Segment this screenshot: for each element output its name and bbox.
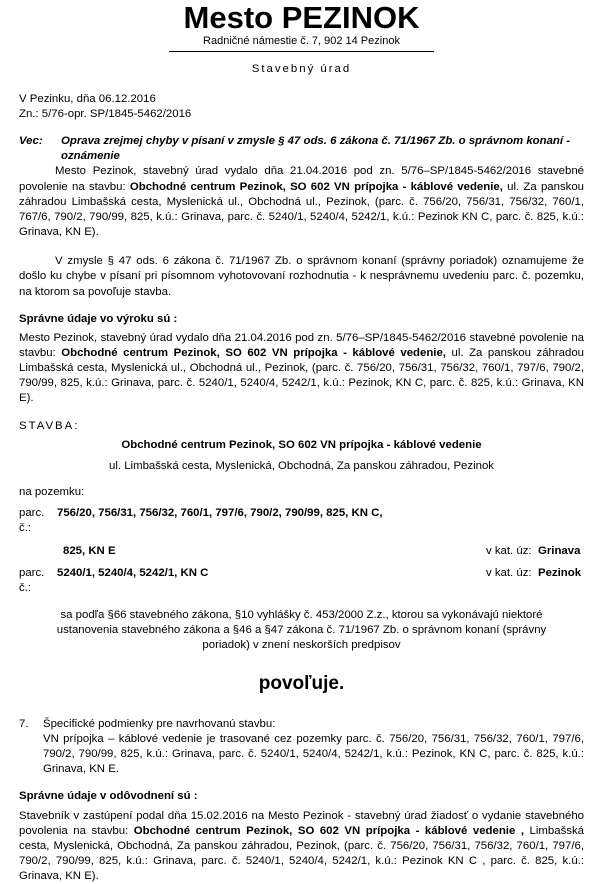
stavba-location: ul. Limbašská cesta, Myslenická, Obchodná, Za panskou záhradou, Pezinok [109,459,494,472]
legal-basis: sa podľa §66 stavebného zákona, §10 vyhlášky č. 453/2000 Z.z., ktorou sa vykonávajú niektoré ustanovenia stavebného zákona a §46 a §47 zákona č. 71/1967 Zb. o správnom konaní (správny poriadok) v znení neskorších predpisov [56,609,547,652]
letter-meta [19,92,584,122]
parcel-prefix: parc. č.: [19,507,45,535]
correct-building-name: Obchodné centrum Pezinok, SO 602 VN prípojka - káblové vedenie, [61,346,446,359]
reasoning-paragraph [19,809,584,884]
subject-line [19,134,584,164]
parcel-numbers: 5240/1, 5240/4, 5242/1, KN C [57,566,209,579]
stavba-name: Obchodné centrum Pezinok, SO 602 VN prípojka - káblové vedenie [121,438,482,451]
error-notice-paragraph: V zmysle § 47 ods. 6 zákona č. 71/1967 Zb. o správnom konaní (správny poriadok) oznamujeme že došlo ku chybe v písaní pri písomnom vyhotovovaní rozhodnutia - k nesprávnemu uvedeniu parc. č. pozemku, na ktorom sa povoľuje stavba. [19,255,584,298]
reference-number: Zn.: 5/76-opr. SP/1845-5462/2016 [19,107,192,120]
condition-text: VN prípojka – káblové vedenie je trasované cez pozemky parc. č. 756/20, 756/31, 756/32, 760/1, 797/6, 790/2, 790/99, 825, k.ú.: Grinava, parc. č. 5240/1, 5240/4, 5242/1, k.ú.: Pezinok, KN C, parc. č. 825, k.ú.: Grinava, KN E. [43,732,584,776]
reasoning-text-before: Stavebník v zastúpení podal dňa 15.02.2016 na Mesto Pezinok - stavebný úrad žiadosť o vydanie stavebného povolenia na stavbu: [19,809,584,837]
parcel-row [19,566,584,596]
condition-number: 7. [19,717,29,730]
correct-data-heading: Správne údaje vo výroku sú : [19,312,178,325]
stavba-label: STAVBA: [19,419,80,432]
intro-building-name: Obchodné centrum Pezinok, SO 602 VN prípojka - káblové vedenie, [129,180,503,193]
on-land-label: na pozemku: [19,486,85,499]
correct-text-before: Mesto Pezinok, stavebný úrad vydalo dňa 21.04.2016 pod zn. 5/76–SP/1845-5462/2016 stavebné povolenie na stavbu: [19,331,584,359]
reasoning-building-name: Obchodné centrum Pezinok, SO 602 VN prípojka - káblové vedenie , [133,824,525,837]
reasoning-heading: Správne údaje v odôvodnení sú : [19,790,198,803]
cadastral-area: Pezinok [538,566,582,579]
cadastral-label: v kat. úz: [486,544,532,557]
intro-text-after: ul. Za panskou záhradou Limbašská cesta, Myslenická ul., Obchodná ul., Pezinok, (parc. č. 756/20, 756/31, 756/32, 760/1, 767/6, 790/2, 790/99, 825, k.ú.: Grinava, parc. č. 5240/1, 5240/4, 5242/1, k.ú.: Pezinok KN C, parc. č. 825, k.ú.: Grinava, KN E). [19,180,585,239]
cadastral-area: Grinava [538,544,581,557]
condition-title: Špecifické podmienky pre navrhovanú stavbu: [43,717,276,730]
decision-verb: povoľuje. [258,673,345,695]
cadastral-label: v kat. úz: [486,566,532,579]
intro-text-before: Mesto Pezinok, stavebný úrad vydalo dňa 21.04.2016 pod zn. 5/76–SP/1845-5462/2016 stavebné povolenie na stavbu: [19,165,584,193]
document-page [19,0,584,884]
parcel-row [19,506,584,536]
parcel-numbers: 756/20, 756/31, 756/32, 760/1, 797/6, 790/2, 790/99, 825, KN C, [57,507,383,520]
parcel-prefix [19,544,63,559]
correct-text-after: ul. Za panskou záhradou Limbašská cesta, Myslenická ul., Obchodná ul., Pezinok, (parc. č. 756/20, 756/31, 756/32, 760/1, 797/6, 790/2, 790/99, 825, k.ú.: Grinava, parc. č. 5240/1, 5240/4, 5242/1, k.ú.: Pezinok, KN C, parc. č. 825, k.ú.: Grinava, KN E). [19,346,585,405]
subject-text: Oprava zrejmej chyby v písaní v zmysle § 47 ods. 6 zákona č. 71/1967 Zb. o správnom konaní - oznámenie [61,135,570,163]
subject-label: Vec: [19,135,43,148]
parcel-prefix: parc. č.: [19,566,45,594]
condition-item [19,717,584,778]
place-date: V Pezinku, dňa 06.12.2016 [19,92,156,105]
document-title: Mesto PEZINOK [183,0,420,35]
reasoning-text-after: Limbašská cesta, Myslenická, Obchodná, Za panskou záhradou, Pezinok, (parc. č. 756/20, 756/31, 756/32, 760/1, 797/6, 790/2, 790/99, 825, k.ú.: Grinava, parc. č. 5240/1, 5240/4, 5242/1, k.ú.: Pezinok KN C , parc. č. 825, k.ú.: Grinava, KN E). [19,824,584,883]
intro-paragraph [19,164,584,240]
correct-data-paragraph [19,331,584,407]
office-name: Stavebný úrad [251,62,352,75]
office-address: Radničné námestie č. 7, 902 14 Pezinok [169,34,434,52]
parcel-row [19,544,584,559]
parcel-numbers: 825, KN E [63,544,116,557]
